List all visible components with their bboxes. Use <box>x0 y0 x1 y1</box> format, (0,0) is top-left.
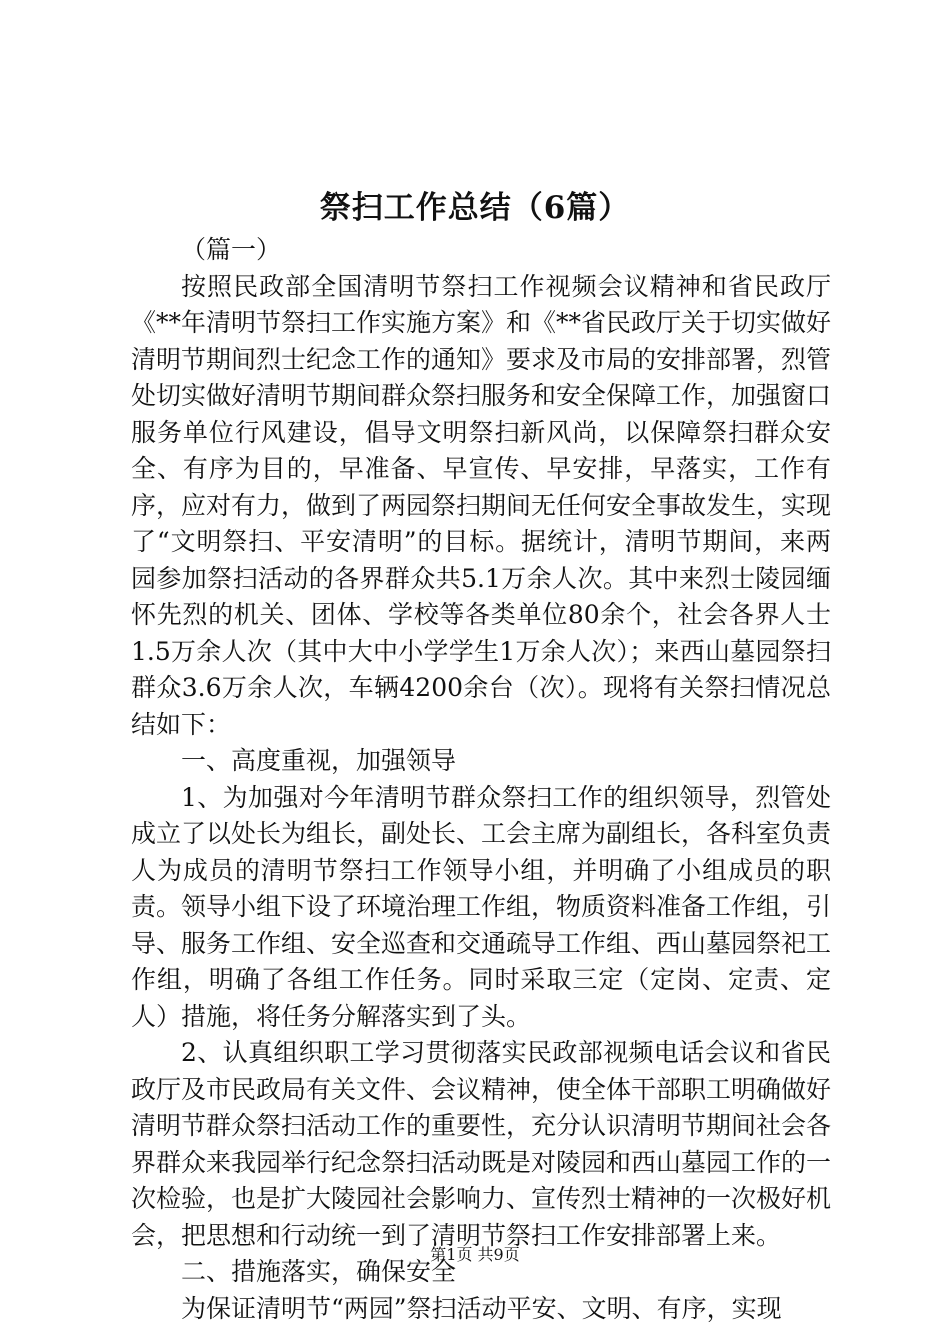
paragraph-intro: 按照民政部全国清明节祭扫工作视频会议精神和省民政厅《**年清明节祭扫工作实施方案》和《**省民政厅关于切实做好清明节期间烈士纪念工作的通知》要求及市局的安排部署，烈管处切实做好清明节期间群众祭扫服务和安全保障工作，加强窗口服务单位行风建设，倡导文明祭扫新风尚，以保障祭扫群众安全、有序为目的，早准备、早宣传、早安排，早落实，工作有序，应对有力，做到了两园祭扫期间无任何安全事故发生，实现了“文明祭扫、平安清明”的目标。据统计，清明节期间，来两园参加祭扫活动的各界群众共5.1万余人次。其中来烈士陵园缅怀先烈的机关、团体、学校等各类单位80余个，社会各界人士1.5万余人次（其中大中小学学生1万余人次）；来西山墓园祭扫群众3.6万余人次，车辆4200余台（次）。现将有关祭扫情况总结如下： <box>131 271 832 739</box>
page-footer: 第1页 共9页 <box>430 1245 520 1264</box>
paragraph-item-2: 2、认真组织职工学习贯彻落实民政部视频电话会议和省民政厅及市民政局有关文件、会议精神，使全体干部职工明确做好清明节群众祭扫活动工作的重要性，充分认识清明节期间社会各界群众来我园举行纪念祭扫活动既是对陵园和西山墓园工作的一次检验，也是扩大陵园社会影响力、宣传烈士精神的一次极好机会，把思想和行动统一到了清明节祭扫工作安排部署上来。 <box>131 1038 832 1250</box>
document-title: 祭扫工作总结（6篇） <box>319 190 631 226</box>
section-label-part-one: （篇一） <box>181 235 282 264</box>
paragraph-section-two-start: 为保证清明节“两园”祭扫活动平安、文明、有序，实现 <box>181 1293 782 1323</box>
document-body <box>131 232 831 1327</box>
section-heading-two: 二、措施落实，确保安全 <box>181 1257 457 1286</box>
section-heading-one: 一、高度重视，加强领导 <box>181 746 457 775</box>
paragraph-item-1: 1、为加强对今年清明节群众祭扫工作的组织领导，烈管处成立了以处长为组长，副处长、工会主席为副组长，各科室负责人为成员的清明节祭扫工作领导小组，并明确了小组成员的职责。领导小组下设了环境治理工作组，物质资料准备工作组，引导、服务工作组、安全巡查和交通疏导工作组、西山墓园祭祀工作组，明确了各组工作任务。同时采取三定（定岗、定责、定人）措施，将任务分解落实到了头。 <box>131 782 832 1031</box>
